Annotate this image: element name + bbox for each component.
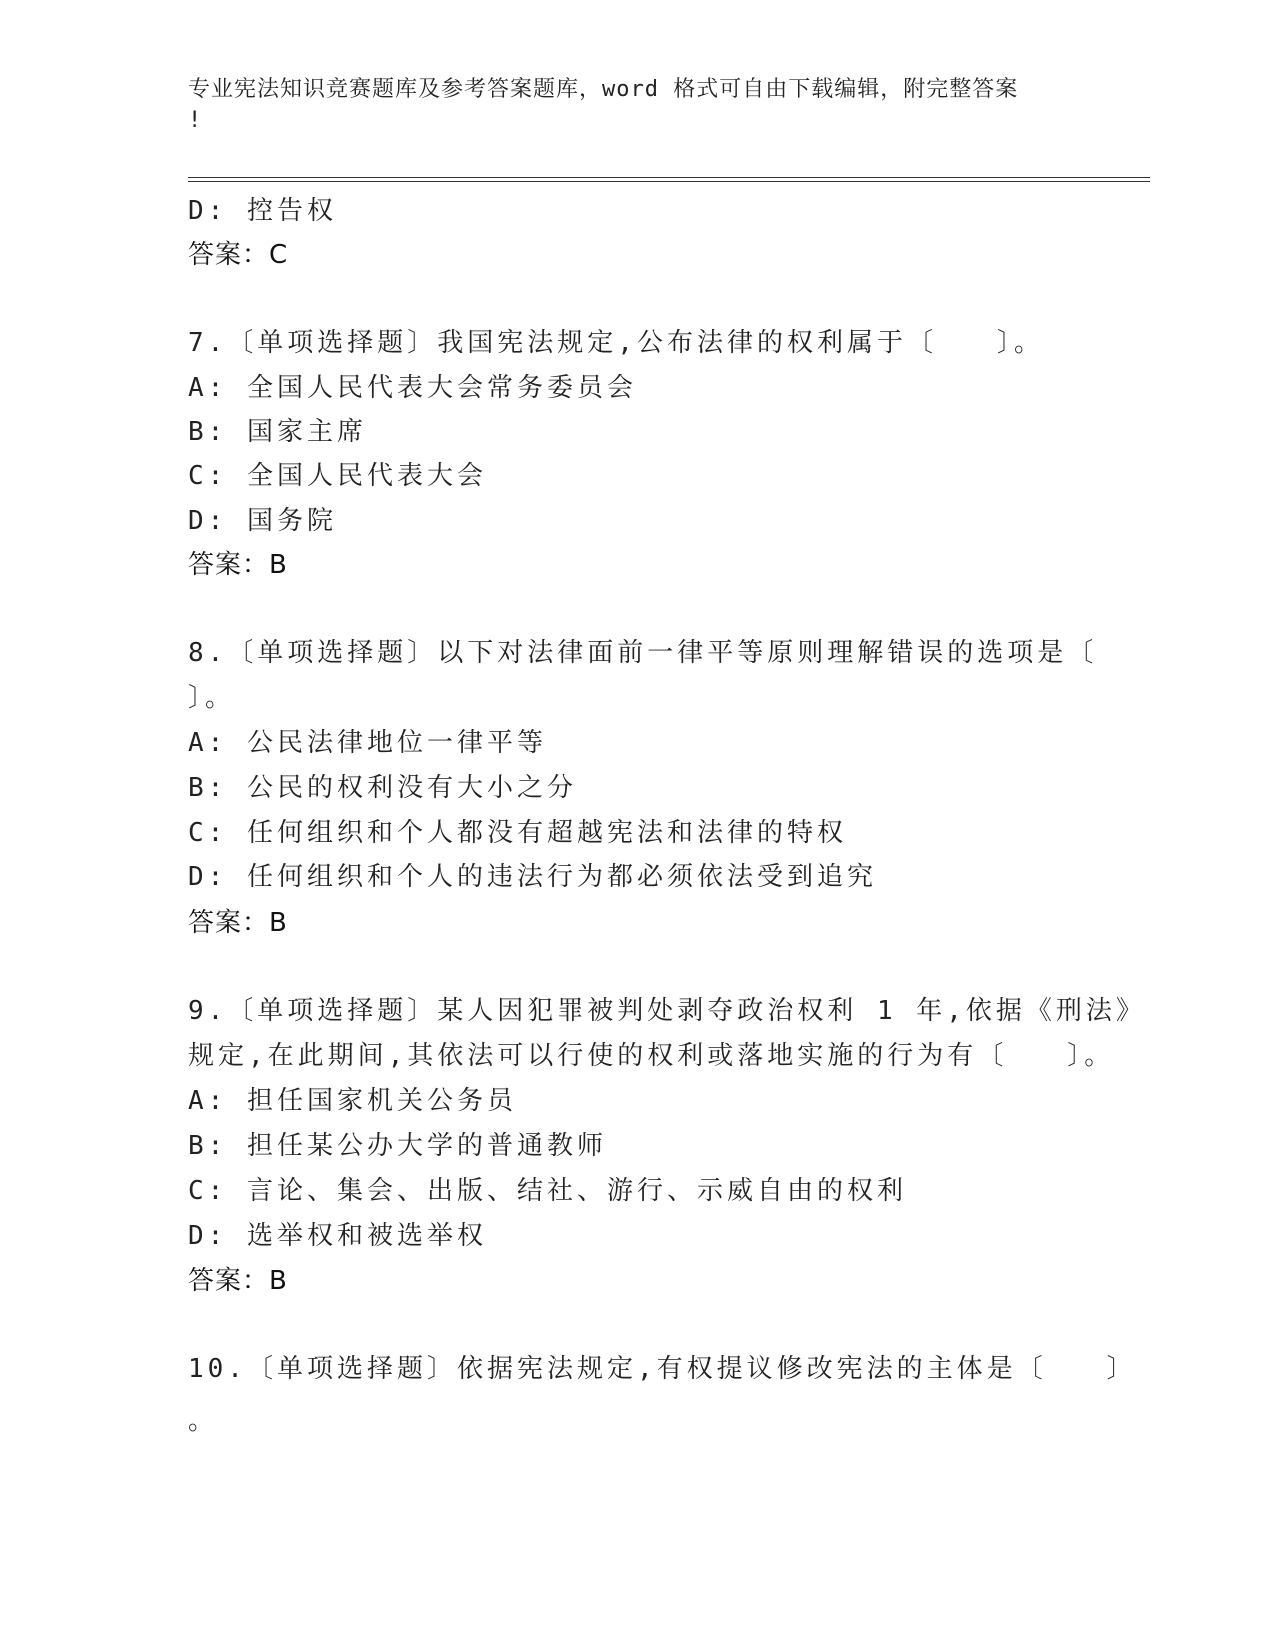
question-8-option-c: C: 任何组织和个人都没有超越宪法和法律的特权	[188, 818, 847, 848]
question-8-stem-cont: 〕。	[188, 683, 236, 713]
question-7-stem: 7.〔单项选择题〕我国宪法规定,公布法律的权利属于〔 〕。	[188, 328, 1044, 358]
question-9-option-d: D: 选举权和被选举权	[188, 1221, 487, 1251]
question-9-answer: 答案：B	[188, 1266, 288, 1296]
page-header	[188, 74, 1088, 136]
question-7-option-c: C: 全国人民代表大会	[188, 461, 487, 491]
question-9-option-c: C: 言论、集会、出版、结社、游行、示威自由的权利	[188, 1176, 907, 1206]
question-10-stem-cont: 。	[188, 1406, 219, 1436]
prev-answer: 答案：C	[188, 240, 289, 270]
question-7-answer: 答案：B	[188, 550, 288, 580]
question-7-option-b: B: 国家主席	[188, 417, 367, 447]
header-title-end: !	[188, 108, 203, 133]
question-8-option-b: B: 公民的权利没有大小之分	[188, 773, 577, 803]
header-title: 专业宪法知识竞赛题库及参考答案题库，word 格式可自由下载编辑，附完整答案	[188, 77, 1019, 102]
question-9-option-b: B: 担任某公办大学的普通教师	[188, 1131, 607, 1161]
question-8-option-d: D: 任何组织和个人的违法行为都必须依法受到追究	[188, 862, 877, 892]
question-7-option-d: D: 国务院	[188, 506, 337, 536]
question-8-option-a: A: 公民法律地位一律平等	[188, 728, 547, 758]
question-10-stem: 10.〔单项选择题〕依据宪法规定,有权提议修改宪法的主体是〔 〕	[188, 1354, 1137, 1384]
question-7-option-a: A: 全国人民代表大会常务委员会	[188, 373, 637, 403]
question-8-answer: 答案：B	[188, 908, 288, 938]
question-8-stem: 8.〔单项选择题〕以下对法律面前一律平等原则理解错误的选项是〔	[188, 638, 1098, 668]
prev-option-d: D: 控告权	[188, 196, 337, 226]
question-9-stem-cont: 规定,在此期间,其依法可以行使的权利或落地实施的行为有〔 〕。	[188, 1041, 1115, 1071]
header-rule-top	[188, 177, 1150, 178]
question-9-option-a: A: 担任国家机关公务员	[188, 1086, 517, 1116]
question-9-stem: 9.〔单项选择题〕某人因犯罪被判处剥夺政治权利 1 年,依据《刑法》	[188, 996, 1146, 1026]
header-rule-bottom	[188, 181, 1150, 182]
